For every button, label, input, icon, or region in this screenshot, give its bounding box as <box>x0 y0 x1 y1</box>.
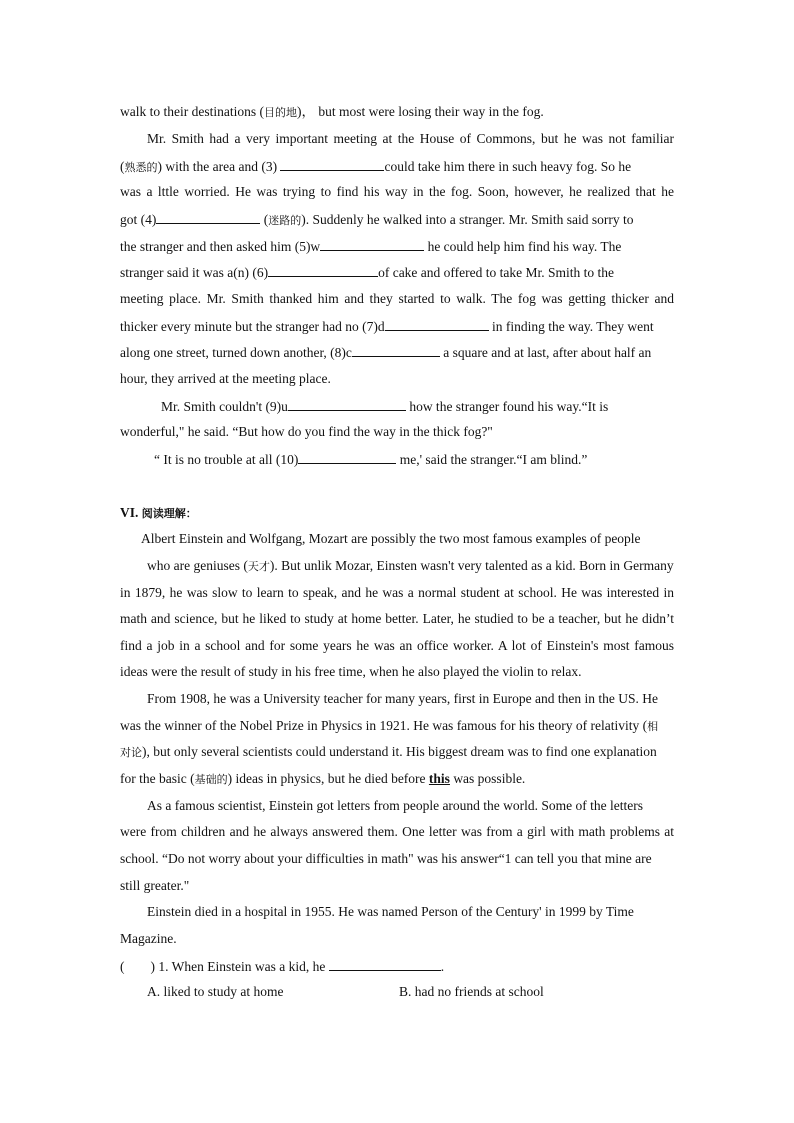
reading-p1-line-5 <box>120 637 674 655</box>
text-segment: Albert Einstein and Wolfgang, Mozart are possibly the two most famous examples of people <box>141 531 641 546</box>
reading-p2-line-4 <box>120 770 525 788</box>
reading-p1-line-1 <box>141 530 641 548</box>
reading-p3-line-2 <box>120 823 674 841</box>
text-segment: Mr. Smith had a very important meeting at the House of Commons, but he was not familiar <box>147 131 674 146</box>
section-number: VI. <box>120 505 139 520</box>
text-segment: of cake and offered to take Mr. Smith to the <box>378 265 615 280</box>
text-segment: ) with the area and (3) <box>157 159 281 174</box>
text-segment: math and science, but he liked to study at home better. Later, he studied to be a teacher, but he didn’t <box>120 611 674 626</box>
text-segment: ). Suddenly he walked into a stranger. Mr. Smith said sorry to <box>301 212 634 227</box>
text-segment: hour, they arrived at the meeting place. <box>120 371 331 386</box>
chinese-gloss: 目的地 <box>263 106 297 119</box>
text-segment: ). But unlik Mozar, Einsten wasn't very talented as a kid. Born in Germany <box>269 558 674 573</box>
text-segment: stranger said it was a(n) (6) <box>120 265 269 280</box>
reading-p2-line-3 <box>120 743 657 761</box>
option-b-label: B. had no friends at school <box>399 984 544 999</box>
reading-p1-line-4 <box>120 610 674 628</box>
chinese-gloss: 迷路的 <box>268 214 302 227</box>
blank-10[interactable] <box>298 450 396 464</box>
text-segment: school. “Do not worry about your difficulties in math" was his answer“1 can tell you that mine are <box>120 851 652 866</box>
cloze-line-5 <box>120 210 633 228</box>
cloze-line-14 <box>154 450 587 468</box>
reading-p3-line-3 <box>120 850 652 868</box>
blank-9[interactable] <box>288 397 406 411</box>
cloze-line-11 <box>120 370 331 388</box>
chinese-gloss: 基础的 <box>194 773 228 786</box>
blank-8[interactable] <box>352 343 440 357</box>
question-1-option-a[interactable] <box>147 983 283 1001</box>
text-segment: was the winner of the Nobel Prize in Physics in 1921. He was famous for his theory of relativity ( <box>120 718 648 733</box>
text-segment: As a famous scientist, Einstein got letters from people around the world. Some of the letters <box>147 798 644 813</box>
reading-p2-line-2 <box>120 717 658 735</box>
question-blank[interactable] <box>329 957 441 971</box>
answer-paren-close: ) <box>150 959 155 974</box>
cloze-line-2 <box>147 130 674 148</box>
cloze-line-1 <box>120 103 544 121</box>
text-segment: in 1879, he was slow to learn to speak, and he was a normal student at school. He was interested in <box>120 585 674 600</box>
text-segment: were from children and he always answered them. One letter was from a girl with math problems at <box>120 824 674 839</box>
text-segment: wonderful," he said. “But how do you find the way in the thick fog?" <box>120 424 493 439</box>
option-a-label: A. liked to study at home <box>147 984 284 999</box>
reading-p3-line-1 <box>147 797 643 815</box>
text-segment: he could help him find his way. The <box>424 239 622 254</box>
cloze-line-13 <box>120 423 493 441</box>
reading-p2-line-1 <box>147 690 658 708</box>
emphasized-word: this <box>428 771 450 786</box>
text-segment: the stranger and then asked him (5)w <box>120 239 321 254</box>
text-segment: find a job in a school and for some years he was an office worker. A lot of Einstein's most famous <box>120 638 674 653</box>
text-segment: walk to their destinations ( <box>120 104 264 119</box>
text-segment: “ It is no trouble at all (10) <box>154 452 299 467</box>
question-stem: 1. When Einstein was a kid, he <box>158 959 326 974</box>
chinese-gloss: 相 <box>647 720 659 733</box>
chinese-gloss: 熟悉的 <box>124 161 158 174</box>
text-segment: was possible. <box>449 771 526 786</box>
text-segment: ideas were the result of study in his free time, when he also played the violin to relax. <box>120 664 582 679</box>
reading-p4-line-2 <box>120 930 177 948</box>
question-stem-end: . <box>440 959 445 974</box>
section-heading <box>120 504 197 522</box>
cloze-line-9 <box>120 317 654 335</box>
blank-7[interactable] <box>385 317 489 331</box>
text-segment: who are geniuses ( <box>147 558 248 573</box>
blank-3[interactable] <box>280 157 384 171</box>
text-segment: )， but most were losing their way in the fog. <box>296 104 544 119</box>
text-segment: could take him there in such heavy fog. So he <box>384 159 632 174</box>
text-segment: ), but only several scientists could understand it. His biggest dream was to find one explanation <box>142 744 657 759</box>
text-segment: ( <box>260 212 269 227</box>
cloze-line-10 <box>120 343 651 361</box>
text-segment: was a lttle worried. He was trying to find his way in the fog. Soon, however, he realized that he <box>120 184 674 199</box>
cloze-line-3: (熟悉的) with the area and (3) could take him there in such heavy fog. So he <box>120 159 632 174</box>
text-segment: me,' said the stranger.“I am blind.” <box>396 452 588 467</box>
text-segment: Magazine. <box>120 931 177 946</box>
reading-p3-line-4 <box>120 877 189 895</box>
cloze-line-6 <box>120 237 621 255</box>
answer-paren-open: ( <box>120 959 125 974</box>
text-segment: From 1908, he was a University teacher for many years, first in Europe and then in the US. He <box>147 691 658 706</box>
cloze-line-7 <box>120 263 614 281</box>
cloze-line-4 <box>120 183 674 201</box>
cloze-line-8 <box>120 290 674 308</box>
text-segment: Einstein died in a hospital in 1955. He was named Person of the Century' in 1999 by Time <box>147 904 634 919</box>
reading-p4-line-1 <box>147 903 634 921</box>
question-1-option-b[interactable] <box>399 983 544 1001</box>
blank-6[interactable] <box>268 263 378 277</box>
text-segment: meeting place. Mr. Smith thanked him and they started to walk. The fog was getting thicker and <box>120 291 674 306</box>
text-segment: thicker every minute but the stranger had no (7)d <box>120 319 385 334</box>
reading-p1-line-2 <box>147 557 674 575</box>
text-segment: for the basic ( <box>120 771 195 786</box>
reading-p1-line-3 <box>120 584 674 602</box>
section-title: 阅读理解： <box>141 507 197 520</box>
text-segment: got (4) <box>120 212 157 227</box>
chinese-gloss: 天才 <box>247 560 270 573</box>
question-1 <box>120 957 444 975</box>
reading-p1-line-6 <box>120 663 582 681</box>
text-segment: Mr. Smith couldn't (9)u <box>161 399 288 414</box>
blank-4[interactable] <box>156 210 260 224</box>
text-segment: in finding the way. They went <box>488 319 654 334</box>
text-segment: still greater." <box>120 878 190 893</box>
blank-5[interactable] <box>320 237 424 251</box>
cloze-line-12 <box>161 397 608 415</box>
text-segment: how the stranger found his way.“It is <box>405 399 609 414</box>
text-segment: along one street, turned down another, (8)c <box>120 345 352 360</box>
text-segment: a square and at last, after about half an <box>439 345 652 360</box>
chinese-gloss: 对论 <box>120 746 142 759</box>
text-segment: ) ideas in physics, but he died before <box>227 771 429 786</box>
